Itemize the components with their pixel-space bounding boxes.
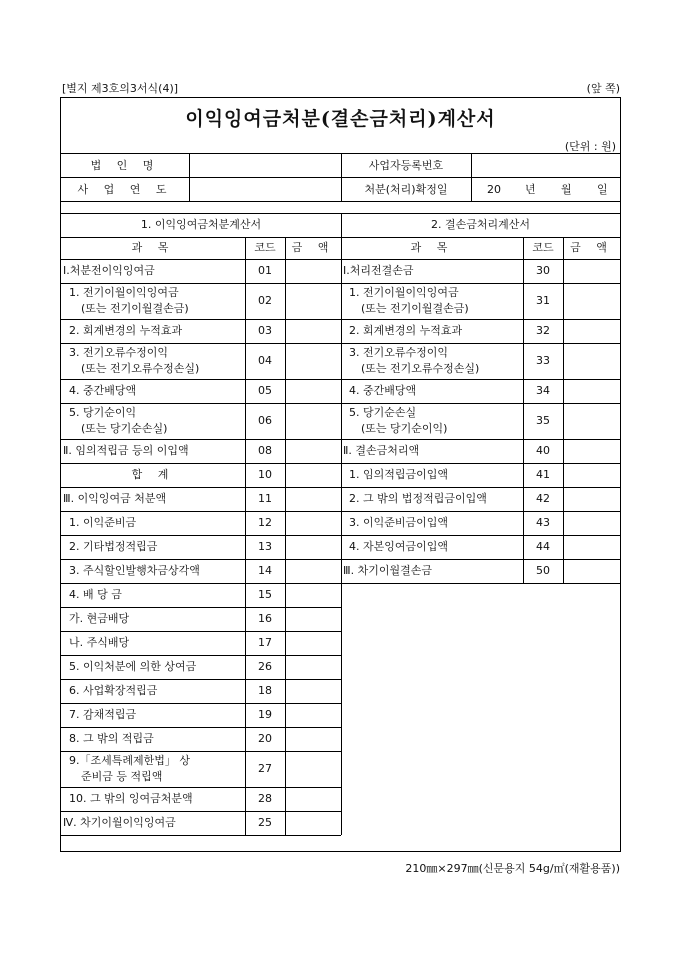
left-row-amount-field[interactable] — [286, 728, 340, 750]
biz-year-field[interactable] — [191, 180, 339, 200]
left-row-code: 14 — [258, 564, 272, 577]
left-row-amount-field[interactable] — [286, 584, 340, 606]
right-row-label: 2. 그 밖의 법정적립금이입액 — [349, 492, 487, 505]
right-row-code: 31 — [536, 294, 550, 307]
right-col-item-header: 과 목 — [410, 241, 454, 254]
left-row-label: 4. 배 당 금 — [69, 588, 122, 601]
right-row-amount-field[interactable] — [564, 536, 619, 558]
right-row-code: 30 — [536, 264, 550, 277]
left-row-amount-field[interactable] — [286, 404, 340, 438]
right-row-code: 32 — [536, 324, 550, 337]
biz-reg-label: 사업자등록번호 — [368, 159, 444, 172]
left-row-label: 6. 사업확장적립금 — [69, 684, 158, 697]
left-row-code: 19 — [258, 708, 272, 721]
right-col-code-header: 코드 — [532, 241, 554, 254]
left-row-code: 06 — [258, 414, 272, 427]
biz-reg-field[interactable] — [473, 156, 619, 176]
left-row-code: 03 — [258, 324, 272, 337]
right-row-amount-field[interactable] — [564, 344, 619, 378]
right-row-amount-field[interactable] — [564, 380, 619, 402]
left-row-code: 11 — [258, 492, 272, 505]
left-section-title: 1. 이익잉여금처분계산서 — [140, 218, 262, 231]
left-col-amount-header: 금 액 — [291, 241, 335, 254]
right-row-label: 2. 회계변경의 누적효과 — [349, 324, 463, 337]
unit-label: (단위 : 원) — [564, 140, 616, 153]
left-col-item-header: 과 목 — [131, 241, 175, 254]
left-row-amount-field[interactable] — [286, 440, 340, 462]
left-row-code: 20 — [258, 732, 272, 745]
left-row-amount-field[interactable] — [286, 488, 340, 510]
left-row-amount-field[interactable] — [286, 656, 340, 678]
left-row-code: 26 — [258, 660, 272, 673]
left-row-code: 12 — [258, 516, 272, 529]
corp-name-label: 법 인 명 — [90, 159, 160, 172]
right-row-label-cont: (또는 전기이월결손금) — [361, 302, 469, 315]
right-row-amount-field[interactable] — [564, 404, 619, 438]
left-row-label: Ⅲ. 이익잉여금 처분액 — [63, 492, 167, 505]
right-row-label: 1. 전기이월이익잉여금 — [349, 286, 459, 299]
left-row-code: 01 — [258, 264, 272, 277]
left-row-code: 25 — [258, 816, 272, 829]
left-row-label: Ⅱ. 임의적립금 등의 이입액 — [63, 444, 189, 457]
right-row-code: 40 — [536, 444, 550, 457]
page-side-label: (앞 쪽) — [586, 82, 620, 95]
left-row-amount-field[interactable] — [286, 344, 340, 378]
left-row-code: 10 — [258, 468, 272, 481]
right-row-amount-field[interactable] — [564, 440, 619, 462]
rule — [523, 259, 524, 583]
left-row-label: 나. 주식배당 — [69, 636, 130, 649]
right-row-amount-field[interactable] — [564, 488, 619, 510]
rule — [61, 835, 341, 836]
right-row-label: Ⅰ.처리전결손금 — [343, 264, 414, 277]
left-row-label: 5. 이익처분에 의한 상여금 — [69, 660, 197, 673]
right-col-amount-header: 금 액 — [570, 241, 613, 254]
right-row-code: 50 — [536, 564, 550, 577]
right-row-code: 44 — [536, 540, 550, 553]
left-row-label: 9.「조세특례제한법」 상 — [69, 754, 190, 767]
right-row-code: 43 — [536, 516, 550, 529]
left-row-label: 4. 중간배당액 — [69, 384, 137, 397]
left-row-label: 1. 이익준비금 — [69, 516, 137, 529]
left-row-code: 08 — [258, 444, 272, 457]
right-row-label-cont: (또는 전기오류수정손실) — [361, 362, 480, 375]
left-row-amount-field[interactable] — [286, 284, 340, 318]
left-row-amount-field[interactable] — [286, 812, 340, 834]
left-row-label-cont: 준비금 등 적립액 — [81, 770, 163, 783]
rule — [341, 237, 342, 835]
right-row-label: 3. 이익준비금이입액 — [349, 516, 448, 529]
left-row-label-cont: (또는 당기순손실) — [81, 422, 168, 435]
left-row-code: 18 — [258, 684, 272, 697]
left-row-amount-field[interactable] — [286, 380, 340, 402]
left-row-label-cont: (또는 전기이월결손금) — [81, 302, 189, 315]
left-row-label-cont: (또는 전기오류수정손실) — [81, 362, 200, 375]
right-row-label-cont: (또는 당기순이익) — [361, 422, 448, 435]
left-row-code: 05 — [258, 384, 272, 397]
left-row-label: 1. 전기이월이익잉여금 — [69, 286, 179, 299]
left-row-code: 15 — [258, 588, 272, 601]
right-row-code: 42 — [536, 492, 550, 505]
right-row-label: 4. 중간배당액 — [349, 384, 417, 397]
left-row-code: 28 — [258, 792, 272, 805]
disposition-date-label: 처분(처리)확정일 — [364, 183, 448, 196]
left-row-label: 가. 현금배당 — [69, 612, 130, 625]
right-row-label: 1. 임의적립금이입액 — [349, 468, 448, 481]
date-day-unit: 일 — [597, 183, 608, 196]
date-year-prefix: 20 — [487, 183, 501, 196]
left-row-amount-field[interactable] — [286, 560, 340, 582]
rule — [563, 259, 564, 583]
left-row-amount-field[interactable] — [286, 512, 340, 534]
right-row-amount-field[interactable] — [564, 260, 619, 282]
left-row-amount-field[interactable] — [286, 680, 340, 702]
right-row-label: 4. 자본잉여금이입액 — [349, 540, 448, 553]
left-row-label: 5. 당기순이익 — [69, 406, 137, 419]
paper-spec-footer: 210㎜×297㎜(신문용지 54g/㎡(재활용품)) — [405, 862, 620, 875]
rule — [341, 583, 620, 584]
form-number-label: [별지 제3호의3서식(4)] — [62, 82, 179, 95]
left-col-code-header: 코드 — [254, 241, 276, 254]
date-year-unit: 년 — [525, 183, 536, 196]
corp-name-field[interactable] — [191, 156, 339, 176]
form-title: 이익잉여금처분(결손금처리)계산서 — [185, 108, 496, 130]
right-row-code: 41 — [536, 468, 550, 481]
left-row-label: 7. 감채적립금 — [69, 708, 137, 721]
left-row-label: 3. 주식할인발행차금상각액 — [69, 564, 200, 577]
left-row-label: 3. 전기오류수정이익 — [69, 346, 168, 359]
left-row-code: 17 — [258, 636, 272, 649]
right-row-amount-field[interactable] — [564, 560, 619, 582]
right-row-amount-field[interactable] — [564, 512, 619, 534]
right-row-amount-field[interactable] — [564, 464, 619, 486]
left-row-amount-field[interactable] — [286, 632, 340, 654]
rule — [285, 259, 286, 835]
date-month-unit: 월 — [561, 183, 572, 196]
rule — [245, 259, 246, 835]
left-row-amount-field[interactable] — [286, 752, 340, 786]
left-row-amount-field[interactable] — [286, 260, 340, 282]
right-row-label: 5. 당기순손실 — [349, 406, 417, 419]
left-row-label: Ⅳ. 차기이월이익잉여금 — [63, 816, 176, 829]
right-row-amount-field[interactable] — [564, 284, 619, 318]
left-row-amount-field[interactable] — [286, 536, 340, 558]
left-row-label: 2. 기타법정적립금 — [69, 540, 158, 553]
left-row-label: 2. 회계변경의 누적효과 — [69, 324, 183, 337]
form-sheet — [60, 97, 621, 852]
left-row-code: 04 — [258, 354, 272, 367]
left-row-label: Ⅰ.처분전이익잉여금 — [63, 264, 155, 277]
left-row-amount-field[interactable] — [286, 788, 340, 810]
rule — [471, 153, 472, 201]
right-row-code: 34 — [536, 384, 550, 397]
left-row-label: 합 계 — [131, 468, 175, 481]
biz-year-label: 사 업 연 도 — [77, 183, 173, 196]
left-row-amount-field[interactable] — [286, 464, 340, 486]
right-row-code: 35 — [536, 414, 550, 427]
right-row-label: Ⅱ. 결손금처리액 — [343, 444, 420, 457]
left-row-code: 16 — [258, 612, 272, 625]
left-row-code: 13 — [258, 540, 272, 553]
left-row-amount-field[interactable] — [286, 704, 340, 726]
right-row-label: Ⅲ. 차기이월결손금 — [343, 564, 432, 577]
right-row-amount-field[interactable] — [564, 320, 619, 342]
right-section-title: 2. 결손금처리계산서 — [431, 218, 530, 231]
left-row-label: 8. 그 밖의 적립금 — [69, 732, 154, 745]
left-row-code: 27 — [258, 762, 272, 775]
left-row-amount-field[interactable] — [286, 608, 340, 630]
left-row-amount-field[interactable] — [286, 320, 340, 342]
right-row-label: 3. 전기오류수정이익 — [349, 346, 448, 359]
left-row-code: 02 — [258, 294, 272, 307]
left-row-label: 10. 그 밖의 잉여금처분액 — [69, 792, 193, 805]
rule — [61, 201, 620, 202]
right-row-code: 33 — [536, 354, 550, 367]
rule — [189, 153, 190, 201]
